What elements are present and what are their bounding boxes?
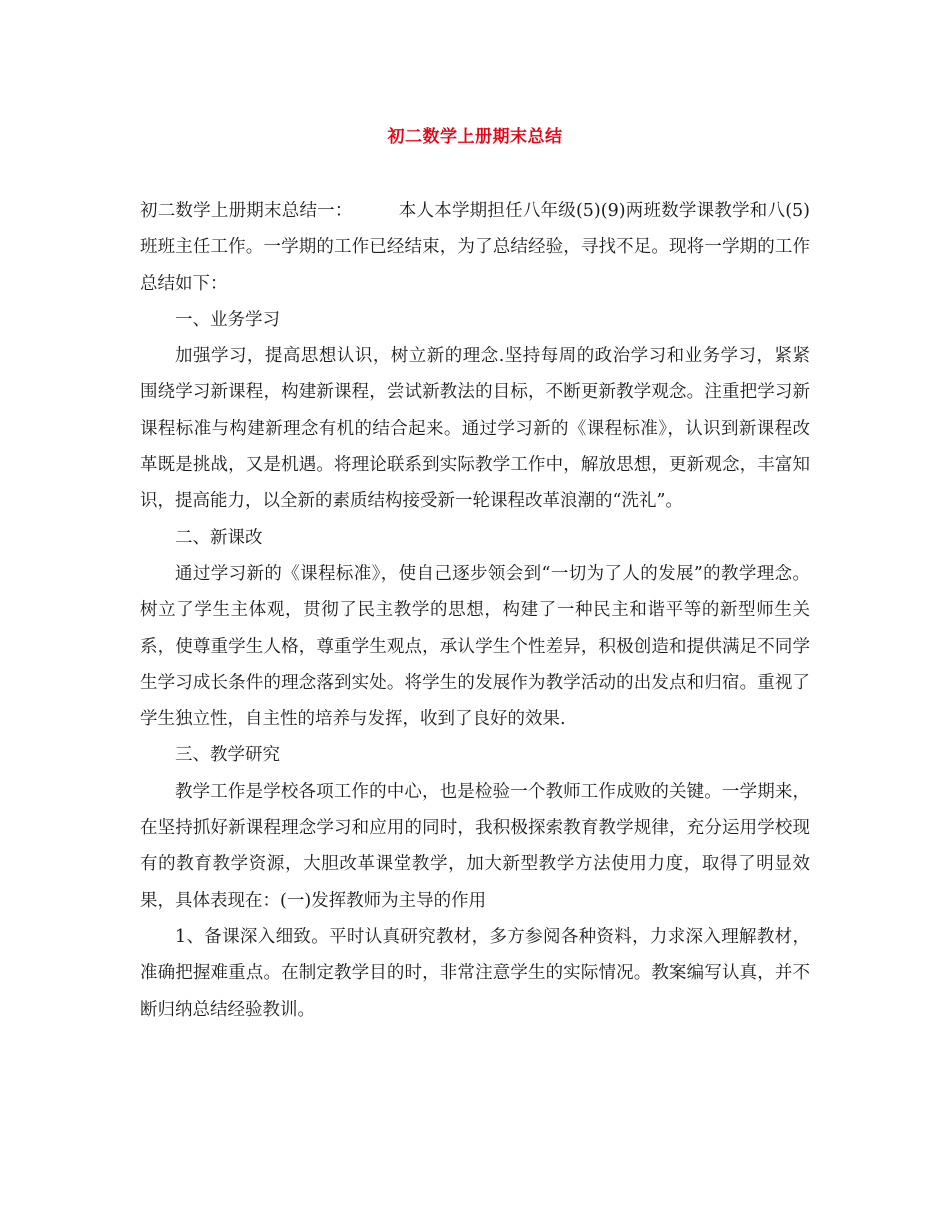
section-heading-1: 一、业务学习 <box>175 309 280 330</box>
intro-paragraph <box>140 193 810 302</box>
document-body <box>140 193 810 1028</box>
intro-text: 本人本学期担任八年级(5)(9)两班数学课教学和八(5)班班主任工作。一学期的工作已经结束，为了总结经验，寻找不足。现将一学期的工作总结如下： <box>140 201 810 294</box>
section-heading-2: 二、新课改 <box>175 527 263 548</box>
paragraph-3: 教学工作是学校各项工作的中心，也是检验一个教师工作成败的关键。一学期来，在坚持抓好新课程理念学习和应用的同时，我积极探索教育教学规律，充分运用学校现有的教育教学资源，大胆改革课堂教学，加大新型教学方法使用力度，取得了明显效果，具体表现在：(一)发挥教师为主导的作用 <box>140 781 810 911</box>
paragraph-4: 1、备课深入细致。平时认真研究教材，多方参阅各种资料，力求深入理解教材，准确把握难重点。在制定教学目的时，非常注意学生的实际情况。教案编写认真，并不断归纳总结经验教训。 <box>140 926 810 1020</box>
document-title: 初二数学上册期末总结 <box>387 127 563 147</box>
section-heading-3: 三、教学研究 <box>175 745 280 766</box>
paragraph-2: 通过学习新的《课程标准》，使自己逐步领会到“一切为了人的发展”的教学理念。树立了学生主体观，贯彻了民主教学的思想，构建了一种民主和谐平等的新型师生关系，使尊重学生人格，尊重学生观点，承认学生个性差异，积极创造和提供满足不同学生学习成长条件的理念落到实处。将学生的发展作为教学活动的出发点和归宿。重视了学生独立性，自主性的培养与发挥，收到了良好的效果. <box>140 563 810 730</box>
intro-lead: 初二数学上册期末总结一： <box>140 201 353 221</box>
paragraph-1: 加强学习，提高思想认识，树立新的理念.坚持每周的政治学习和业务学习，紧紧围绕学习新课程，构建新课程，尝试新教法的目标，不断更新教学观念。注重把学习新课程标准与构建新理念有机的结合起来。通过学习新的《课程标准》，认识到新课程改革既是挑战，又是机遇。将理论联系到实际教学工作中，解放思想，更新观念，丰富知识，提高能力，以全新的素质结构接受新一轮课程改革浪潮的“洗礼”。 <box>140 346 810 512</box>
